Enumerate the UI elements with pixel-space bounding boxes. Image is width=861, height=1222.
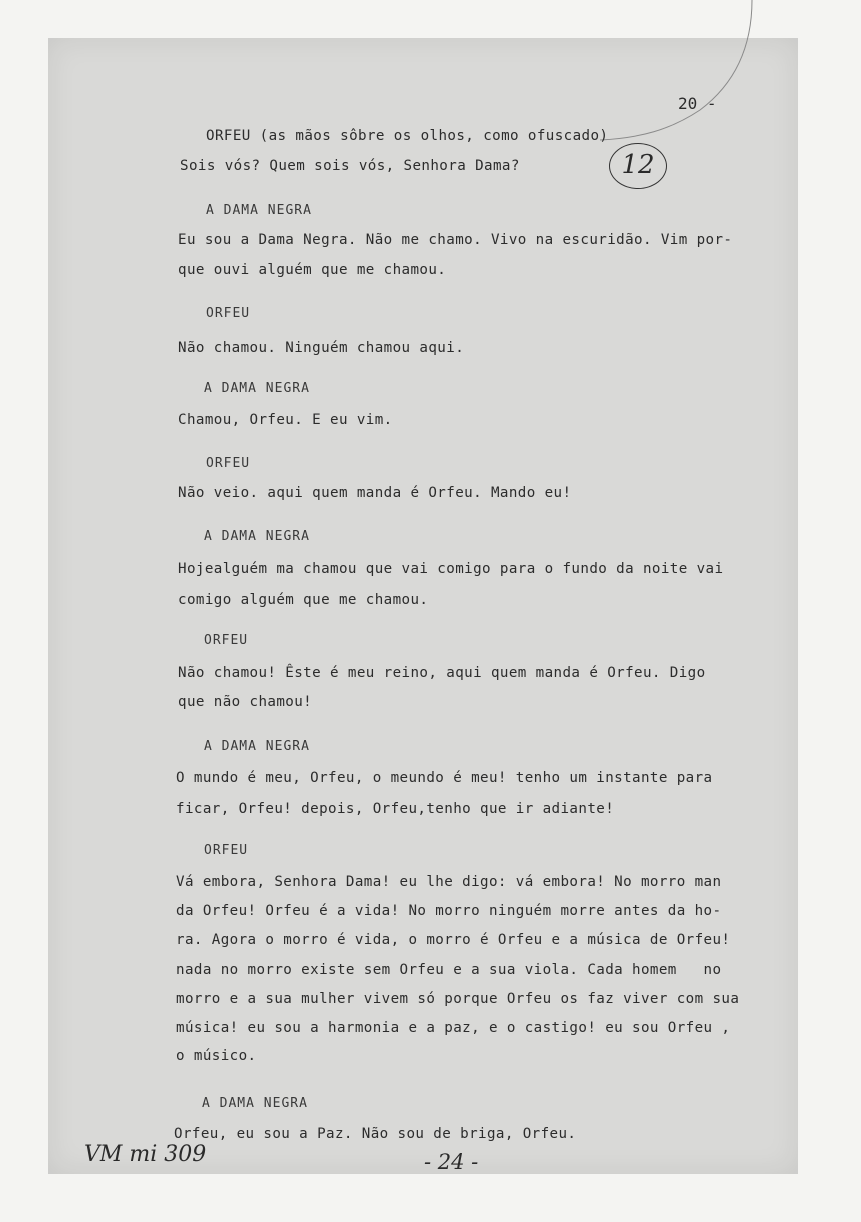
text-line: que ouvi alguém que me chamou. [178, 262, 447, 278]
page-number: 20 - [678, 94, 717, 113]
text-line: Orfeu, eu sou a Paz. Não sou de briga, Orfeu. [174, 1126, 577, 1142]
handwritten-page-number: - 24 - [424, 1150, 479, 1174]
text-line: ra. Agora o morro é vida, o morro é Orfeu e a música de Orfeu! [176, 932, 731, 948]
text-line: que não chamou! [178, 694, 313, 710]
text-line: nada no morro existe sem Orfeu e a sua viola. Cada homem no [176, 962, 722, 978]
text-line: Eu sou a Dama Negra. Não me chamo. Vivo na escuridão. Vim por- [178, 232, 733, 248]
speaker-name: A DAMA NEGRA [204, 739, 310, 754]
speaker-name: ORFEU [204, 633, 249, 648]
text-line: Vá embora, Senhora Dama! eu lhe digo: vá embora! No morro man [176, 874, 722, 890]
speaker-name: A DAMA NEGRA [202, 1096, 308, 1111]
text-line: música! eu sou a harmonia e a paz, e o castigo! eu sou Orfeu , [176, 1020, 731, 1036]
speaker-name: ORFEU [206, 456, 251, 471]
text-line: da Orfeu! Orfeu é a vida! No morro ninguém morre antes da ho- [176, 903, 722, 919]
text-line: Chamou, Orfeu. E eu vim. [178, 412, 393, 428]
speaker-name: ORFEU [206, 306, 251, 321]
text-line: Não chamou! Êste é meu reino, aqui quem manda é Orfeu. Digo [178, 665, 706, 681]
text-line: Não chamou. Ninguém chamou aqui. [178, 340, 465, 356]
text-line: ficar, Orfeu! depois, Orfeu,tenho que ir adiante! [176, 801, 615, 817]
handwritten-archive-note: VM mi 309 [84, 1142, 207, 1167]
text-line: ORFEU (as mãos sôbre os olhos, como ofuscado) [206, 128, 609, 144]
speaker-name: ORFEU [204, 843, 249, 858]
text-line: comigo alguém que me chamou. [178, 592, 429, 608]
text-line: morro e a sua mulher vivem só porque Orfeu os faz viver com sua [176, 991, 740, 1007]
text-line: o músico. [176, 1048, 257, 1064]
speaker-name: A DAMA NEGRA [204, 529, 310, 544]
circled-folio-number: 12 [609, 143, 667, 189]
text-line: Não veio. aqui quem manda é Orfeu. Mando eu! [178, 485, 572, 501]
text-line: Sois vós? Quem sois vós, Senhora Dama? [180, 158, 520, 174]
text-line: Hojealguém ma chamou que vai comigo para o fundo da noite vai [178, 561, 724, 577]
speaker-name: A DAMA NEGRA [204, 381, 310, 396]
speaker-name: A DAMA NEGRA [206, 203, 312, 218]
text-line: O mundo é meu, Orfeu, o meundo é meu! tenho um instante para [176, 770, 713, 786]
